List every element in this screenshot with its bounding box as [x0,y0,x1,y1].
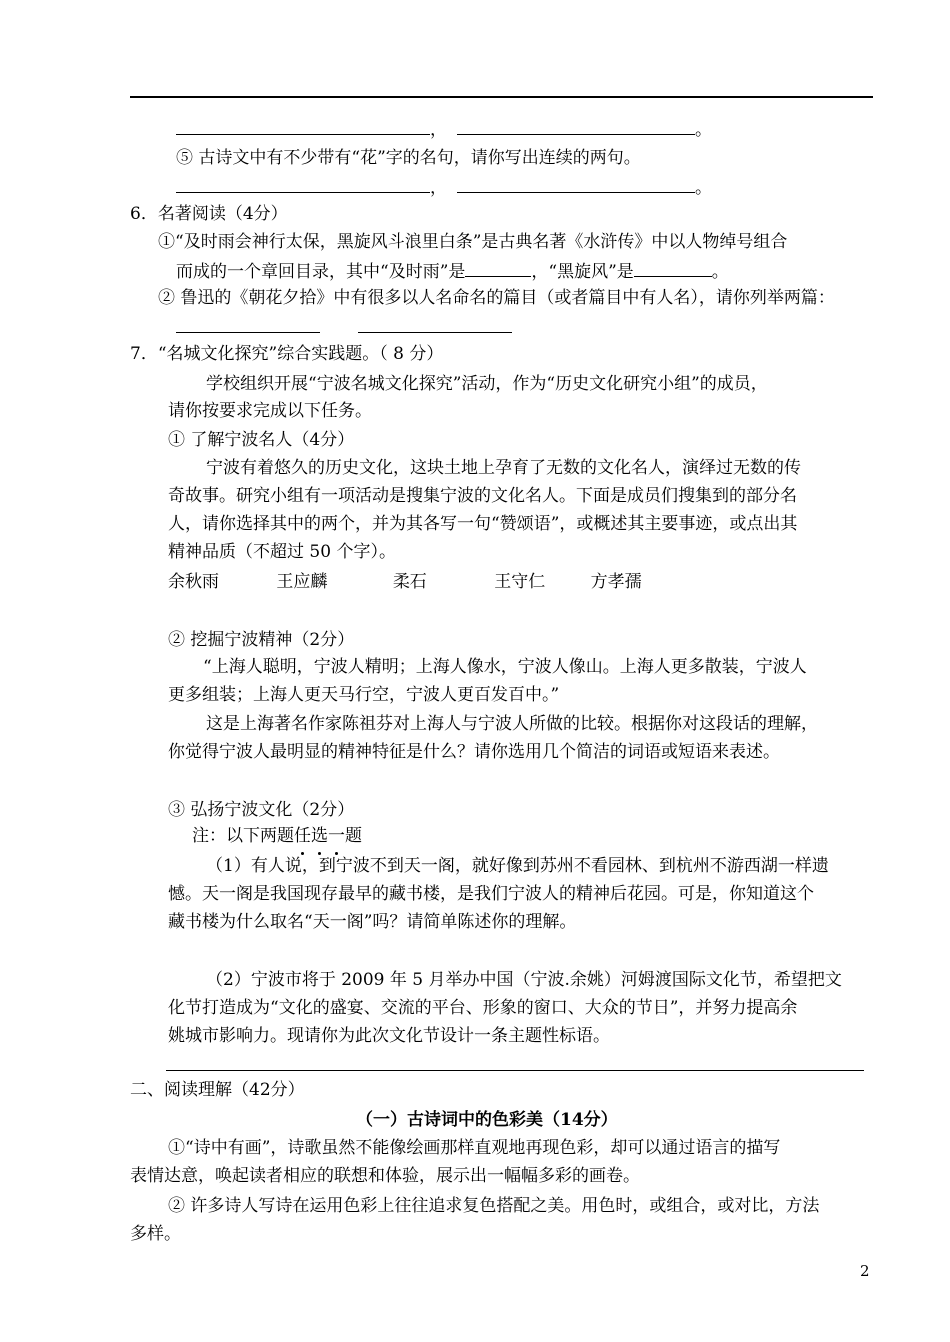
question-6-item1-cont: 而成的一个章回目录，其中“及时雨”是 ，“黑旋风”是 。 [176,258,729,284]
paragraph: 你觉得宁波人最明显的精神特征是什么？请你选用几个简洁的词语或短语来表述。 [168,742,780,762]
answer-blank[interactable] [176,174,430,193]
name-list [168,570,642,594]
paragraph: 精神品质（不超过 50 个字）。 [168,542,396,562]
emphasis-char: 一 [328,826,345,846]
answer-blank[interactable] [358,314,512,333]
paragraph: 表情达意，唤起读者相应的联想和体验，展示出一幅幅多彩的画卷。 [130,1166,640,1186]
paragraph: 学校组织开展“宁波名城文化探究”活动，作为“历史文化研究小组”的成员， [206,374,768,394]
quote: 更多组装；上海人更天马行空，宁波人更百发百中。” [168,685,560,705]
answer-blank[interactable] [465,258,531,277]
answer-line-pair [176,314,512,340]
note: 注：以下两题任选一题 [192,826,362,846]
section-title: ③ 弘扬宁波文化（2分） [168,800,355,820]
paragraph: （1）有人说，到宁波不到天一阁，就好像到苏州不看园林、到杭州不游西湖一样遗 [206,856,829,876]
emphasis-char: 任 [294,826,311,846]
sub-section-title: （一）古诗词中的色彩美（14分） [356,1110,618,1130]
paragraph: 奇故事。研究小组有一项活动是搜集宁波的文化名人。下面是成员们搜集到的部分名 [168,486,797,506]
answer-line[interactable] [166,1070,864,1071]
paragraph: （2）宁波市将于 2009 年 5 月举办中国（宁波.余姚）河姆渡国际文化节，希望把文 [206,970,842,990]
paragraph: 藏书楼为什么取名“天一阁”吗？请简单陈述你的理解。 [168,912,577,932]
paragraph: 这是上海著名作家陈祖芬对上海人与宁波人所做的比较。根据你对这段话的理解， [206,714,818,734]
emphasis-char: 选 [311,826,328,846]
answer-line-pair: ， 。 [176,116,712,142]
paragraph: 人，请你选择其中的两个，并为其各写一句“赞颂语”，或概述其主要事迹，或点出其 [168,514,798,534]
header-rule [130,96,873,98]
answer-line-pair: ， 。 [176,174,712,200]
paragraph: ② 许多诗人写诗在运用色彩上往往追求复色搭配之美。用色时，或组合，或对比，方法 [168,1196,820,1216]
section-title: ② 挖掘宁波精神（2分） [168,630,355,650]
question-7-title: 7．“名城文化探究”综合实践题。（ 8 分） [130,344,444,364]
paragraph: 憾。天一阁是我国现存最早的藏书楼，是我们宁波人的精神后花园。可是，你知道这个 [168,884,814,904]
name-item: 余秋雨 [168,572,219,592]
answer-blank[interactable] [457,174,695,193]
paragraph: 请你按要求完成以下任务。 [168,401,372,421]
answer-blank[interactable] [176,116,430,135]
paragraph: 多样。 [130,1224,181,1244]
name-item: 王守仁 [494,572,546,592]
answer-blank[interactable] [176,314,320,333]
section-title: ① 了解宁波名人（4分） [168,430,355,450]
name-item: 王应麟 [276,572,328,592]
paragraph: 宁波有着悠久的历史文化，这块土地上孕育了无数的文化名人，演绎过无数的传 [206,458,801,478]
paragraph: 化节打造成为“文化的盛宴、交流的平台、形象的窗口、大众的节日”，并努力提高余 [168,998,798,1018]
part-title: 二、阅读理解（42分） [130,1080,305,1100]
paragraph: 姚城市影响力。现请你为此次文化节设计一条主题性标语。 [168,1026,610,1046]
question-6-item2: ② 鲁迅的《朝花夕拾》中有很多以人名命名的篇目（或者篇目中有人名），请你列举两篇： [158,288,835,308]
paragraph: ①“诗中有画”，诗歌虽然不能像绘画那样直观地再现色彩，却可以通过语言的描写 [168,1138,781,1158]
answer-blank[interactable] [457,116,695,135]
name-item: 柔石 [392,572,427,592]
answer-blank[interactable] [634,258,712,277]
quote: “上海人聪明，宁波人精明；上海人像水，宁波人像山。上海人更多散装，宁波人 [203,657,807,677]
page-number: 2 [860,1262,870,1280]
name-item: 方孝孺 [590,572,642,592]
question-4-5: ⑤ 古诗文中有不少带有“花”字的名句，请你写出连续的两句。 [176,148,641,168]
question-6-item1: ①“及时雨会神行太保，黑旋风斗浪里白条”是古典名著《水浒传》中以人物绰号组合 [158,232,788,252]
question-6-title: 6．名著阅读（4分） [130,204,288,224]
